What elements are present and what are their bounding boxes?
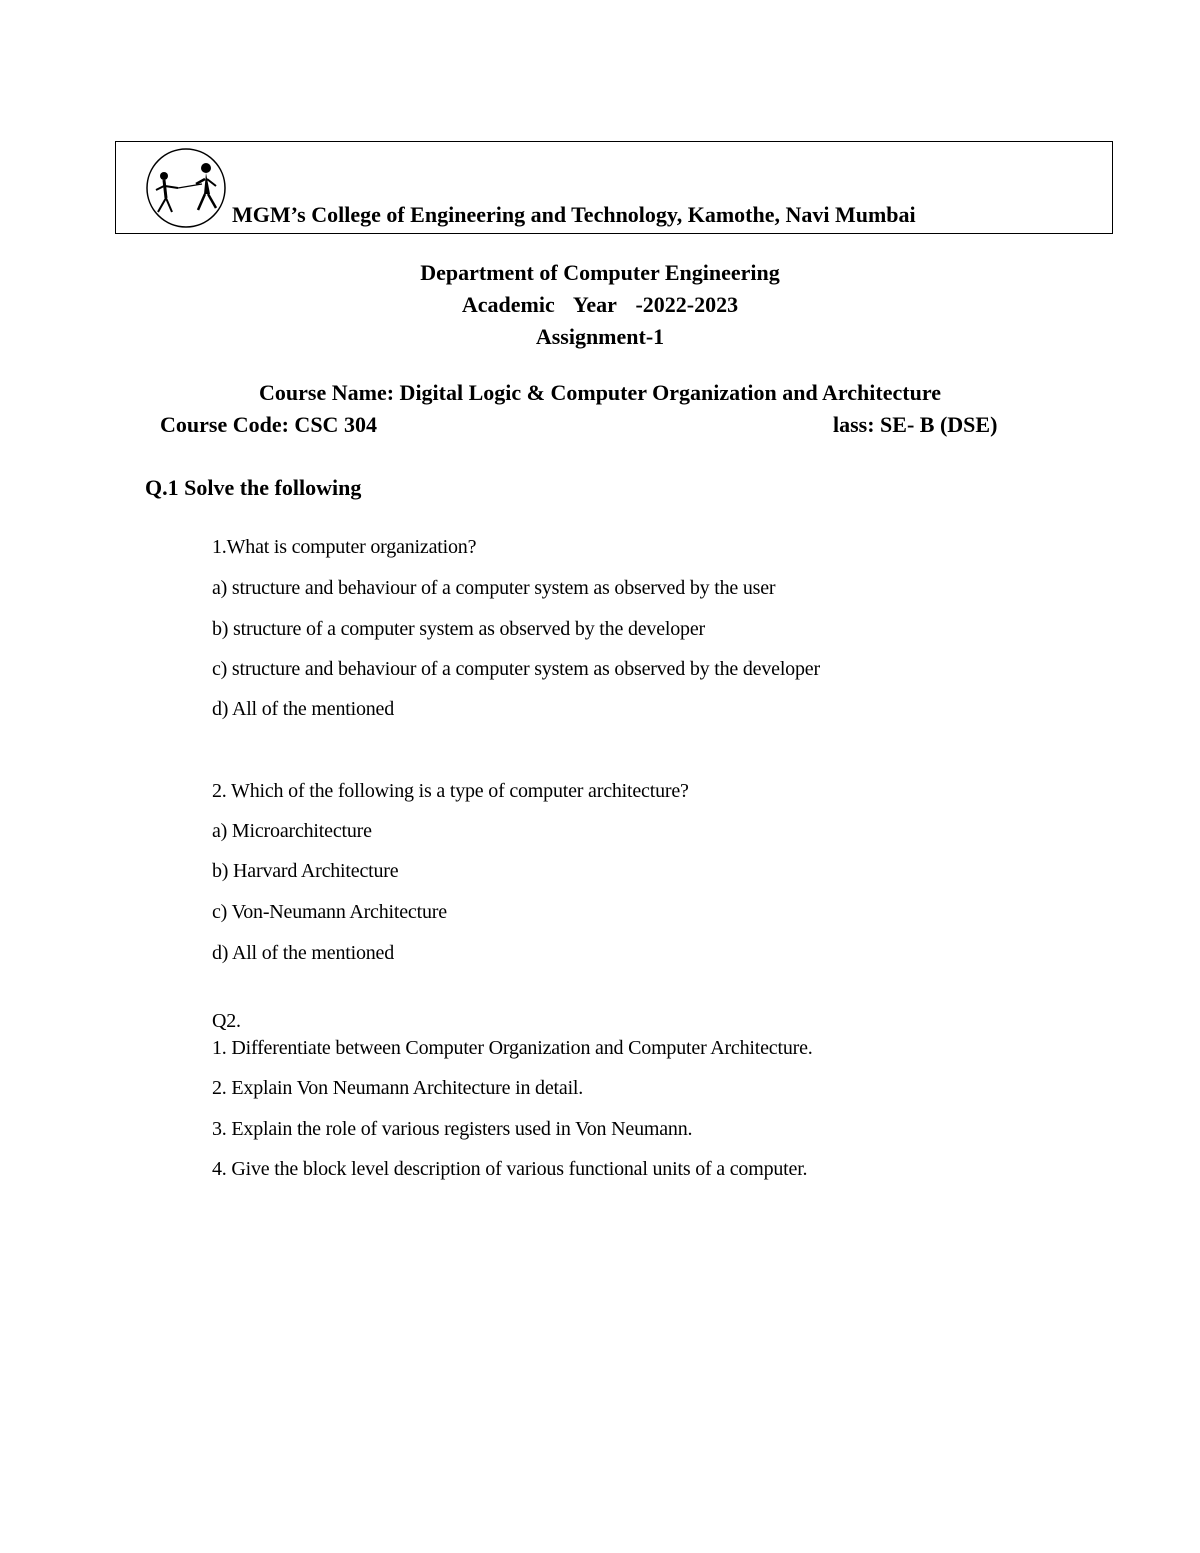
- q2-item: 1. Differentiate between Computer Organization and Computer Architecture.: [212, 1037, 813, 1059]
- q1-question-1-option-d: d) All of the mentioned: [212, 698, 395, 720]
- assignment-title: Assignment-1: [535, 324, 665, 349]
- q1-question-2-option-d: d) All of the mentioned: [212, 942, 395, 964]
- q2-item: 3. Explain the role of various registers used in Von Neumann.: [212, 1118, 693, 1140]
- department-title: Department of Computer Engineering: [420, 260, 780, 285]
- q1-question-1-option-a: a) structure and behaviour of a computer system as observed by the user: [212, 577, 776, 599]
- q2-item: 2. Explain Von Neumann Architecture in detail.: [212, 1077, 584, 1099]
- college-header: [115, 141, 1113, 234]
- college-name: MGM’s College of Engineering and Technology, Kamothe, Navi Mumbai: [232, 202, 916, 227]
- q1-heading: Q.1 Solve the following: [145, 475, 362, 500]
- course-code: Course Code: CSC 304: [160, 412, 377, 437]
- q1-question-1-option-b: b) structure of a computer system as observed by the developer: [212, 618, 705, 640]
- q1-question-2-option-b: b) Harvard Architecture: [212, 860, 399, 882]
- academic-year: Academic Year -2022-2023: [461, 292, 739, 317]
- q2-heading: Q2.: [212, 1010, 241, 1032]
- q1-question-2-option-a: a) Microarchitecture: [212, 820, 372, 842]
- q1-question-2: 2. Which of the following is a type of computer architecture?: [212, 780, 689, 802]
- q1-question-1-option-c: c) structure and behaviour of a computer system as observed by the developer: [212, 658, 820, 680]
- q1-question-2-option-c: c) Von-Neumann Architecture: [212, 901, 447, 923]
- q2-item: 4. Give the block level description of various functional units of a computer.: [212, 1158, 808, 1180]
- college-logo-icon: [144, 146, 228, 230]
- course-name: Course Name: Digital Logic & Computer Organization and Architecture: [259, 380, 941, 405]
- class-info: lass: SE- B (DSE): [833, 412, 998, 437]
- q1-question-1: 1.What is computer organization?: [212, 536, 477, 558]
